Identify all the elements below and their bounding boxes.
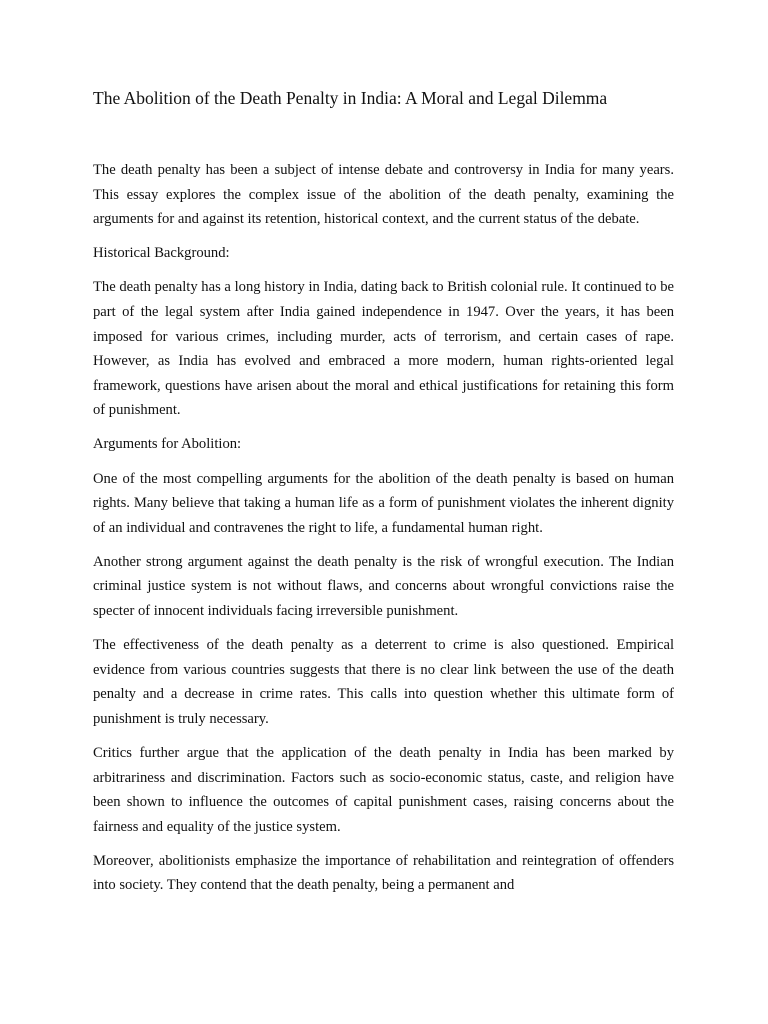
- deterrence-paragraph: The effectiveness of the death penalty as a deterrent to crime is also questioned. Empirical evidence from various countries suggests that there is no clear link between the use of the death penalty and a decrease in crime rates. This calls into question whether this ultimate form of punishment is truly necessary.: [93, 637, 674, 727]
- section-heading-arguments-for-abolition: Arguments for Abolition:: [93, 436, 242, 453]
- document-title: The Abolition of the Death Penalty in India: A Moral and Legal Dilemma: [93, 88, 608, 108]
- intro-paragraph: The death penalty has been a subject of intense debate and controversy in India for many years. This essay explores the complex issue of the abolition of the death penalty, examining the arguments for and against its retention, historical context, and the current status of the debate.: [93, 162, 674, 228]
- discrimination-paragraph: Critics further argue that the application of the death penalty in India has been marked by arbitrariness and discrimination. Factors such as socio-economic status, caste, and religion have been shown to influence the outcomes of capital punishment cases, raising concerns about the fairness and equality of the justice system.: [93, 744, 674, 835]
- document-page: [93, 86, 674, 908]
- section-heading-historical-background: Historical Background:: [93, 245, 230, 262]
- rehabilitation-paragraph: Moreover, abolitionists emphasize the importance of rehabilitation and reintegration of offenders into society. They contend that the death penalty, being a permanent and: [93, 852, 674, 894]
- historical-background-paragraph: The death penalty has a long history in India, dating back to British colonial rule. It continued to be part of the legal system after India gained independence in 1947. Over the years, it has been imposed for various crimes, including murder, acts of terrorism, and certain cases of rape. However, as India has evolved and embraced a more modern, human rights-oriented legal framework, questions have arisen about the moral and ethical justifications for retaining this form of punishment.: [93, 279, 674, 419]
- human-rights-paragraph: One of the most compelling arguments for the abolition of the death penalty is based on human rights. Many believe that taking a human life as a form of punishment violates the inherent dignity of an individual and contravenes the right to life, a fundamental human right.: [93, 470, 674, 536]
- wrongful-execution-paragraph: Another strong argument against the death penalty is the risk of wrongful execution. The Indian criminal justice system is not without flaws, and concerns about wrongful convictions raise the specter of innocent individuals facing irreversible punishment.: [93, 553, 674, 619]
